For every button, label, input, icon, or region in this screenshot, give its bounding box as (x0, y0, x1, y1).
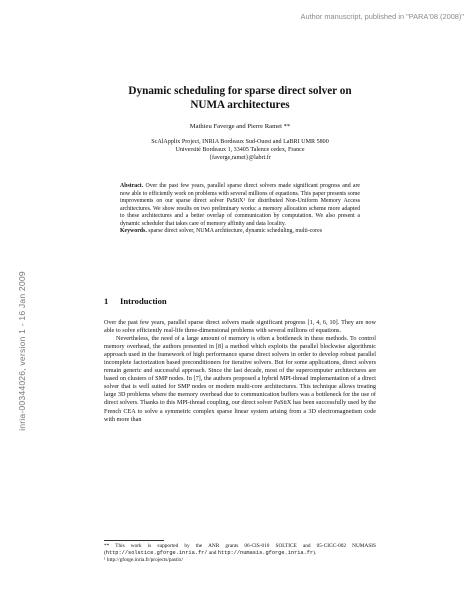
side-identifier: inria-00344026, version 1 - 16 Jan 2009 (17, 271, 27, 431)
affiliation-email: {faverge,ramet}@labri.fr (209, 155, 271, 162)
paper-authors: Mathieu Faverge and Pierre Ramet ** (189, 123, 291, 130)
intro-paragraph-2: Nevertheless, the need of a large amount of memory is often a bottleneck in these methods. To control memory overhead, the authors presented in [8] a method which exploits the parallel blockwise algorithmic approach used in the framework of high performance sparse direct solvers in order to develop robust parallel incomplete factorization based preconditioners for iterative solvers. But for some applications, direct solvers remain generic and successful approach. Since the last decade, most of the supercomputer architectures are based on clusters of SMP nodes. In [7], the authors proposed a hybrid MPI-thread implementation of a direct solver that is well suited for SMP nodes or modern multi-core architectures. This technique allows treating large 3D problems where the memory overhead due to communication buffers was a bottleneck for the use of direct solvers. Thanks to this MPI-thread coupling, our direct solver PaStiX has been successfully used by the French CEA to solve a symmetric complex sparse linear system arising from a 3D electromagnetism code with more than (104, 335, 376, 423)
footnotes (104, 543, 376, 564)
footnote-funding: ** This work is supported by the ANR grants 06-CIS-010 SOLTICE and 05-CIGC-002 NUMASIS (http://solstice.gforge.inria.fr/ and http://numasis.gforge.inria.fr). (104, 543, 376, 556)
affiliation-line-1: ScAlApplix Project, INRIA Bordeaux Sud-Ouest and LaBRI UMR 5800 (151, 139, 329, 145)
title-line-2: NUMA architectures (190, 98, 290, 111)
abstract-block (120, 183, 360, 236)
footnote-url-solstice[interactable]: http://solstice.gforge.inria.fr/ (105, 550, 208, 556)
title-line-1: Dynamic scheduling for sparse direct solver on (128, 85, 352, 97)
footnote-rule (104, 540, 164, 541)
paper-affiliation (104, 138, 376, 163)
affiliation-line-2: Université Bordeaux 1, 33405 Talence cedex, France (175, 147, 305, 154)
footnote-url-pastix[interactable]: http://gforge.inria.fr/projects/pastix/ (106, 557, 184, 563)
section-title: Introduction (120, 296, 167, 306)
keywords-label: Keywords. (120, 228, 147, 234)
footnote-url-numasis[interactable]: http://numasis.gforge.inria.fr (217, 550, 314, 556)
paper-title (104, 85, 376, 112)
abstract-text: Over the past few years, parallel sparse direct solvers made significant progress and are now able to efficiently work on problems with several millions of equations. This paper presents some improvements on our sparse direct solver PaStiX¹ for distributed Non-Uniform Memory Access architectures. We show results on two preliminary works: a memory allocation scheme more adapted to these architectures and a better overlap of communication by computation. We also present a dynamic scheduler that takes care of memory affinity and data locality. (120, 183, 361, 227)
footnote-pastix: ¹ http://gforge.inria.fr/projects/pastix/ (104, 557, 184, 563)
intro-paragraph-1: Over the past few years, parallel sparse direct solvers made significant progress [1, 4, 6, 10]. They are now able to solve efficiently real-life three-dimensional problems with several millions of equations. (104, 319, 376, 335)
manuscript-note: Author manuscript, published in "PARA'08 (2008)" (300, 12, 464, 21)
introduction-body (104, 319, 376, 424)
keywords-text: sparse direct solver, NUMA architecture, dynamic scheduling, multi-cores (148, 228, 322, 234)
section-heading (104, 296, 376, 306)
section-number: 1 (104, 296, 109, 306)
abstract-label: Abstract. (120, 183, 144, 189)
